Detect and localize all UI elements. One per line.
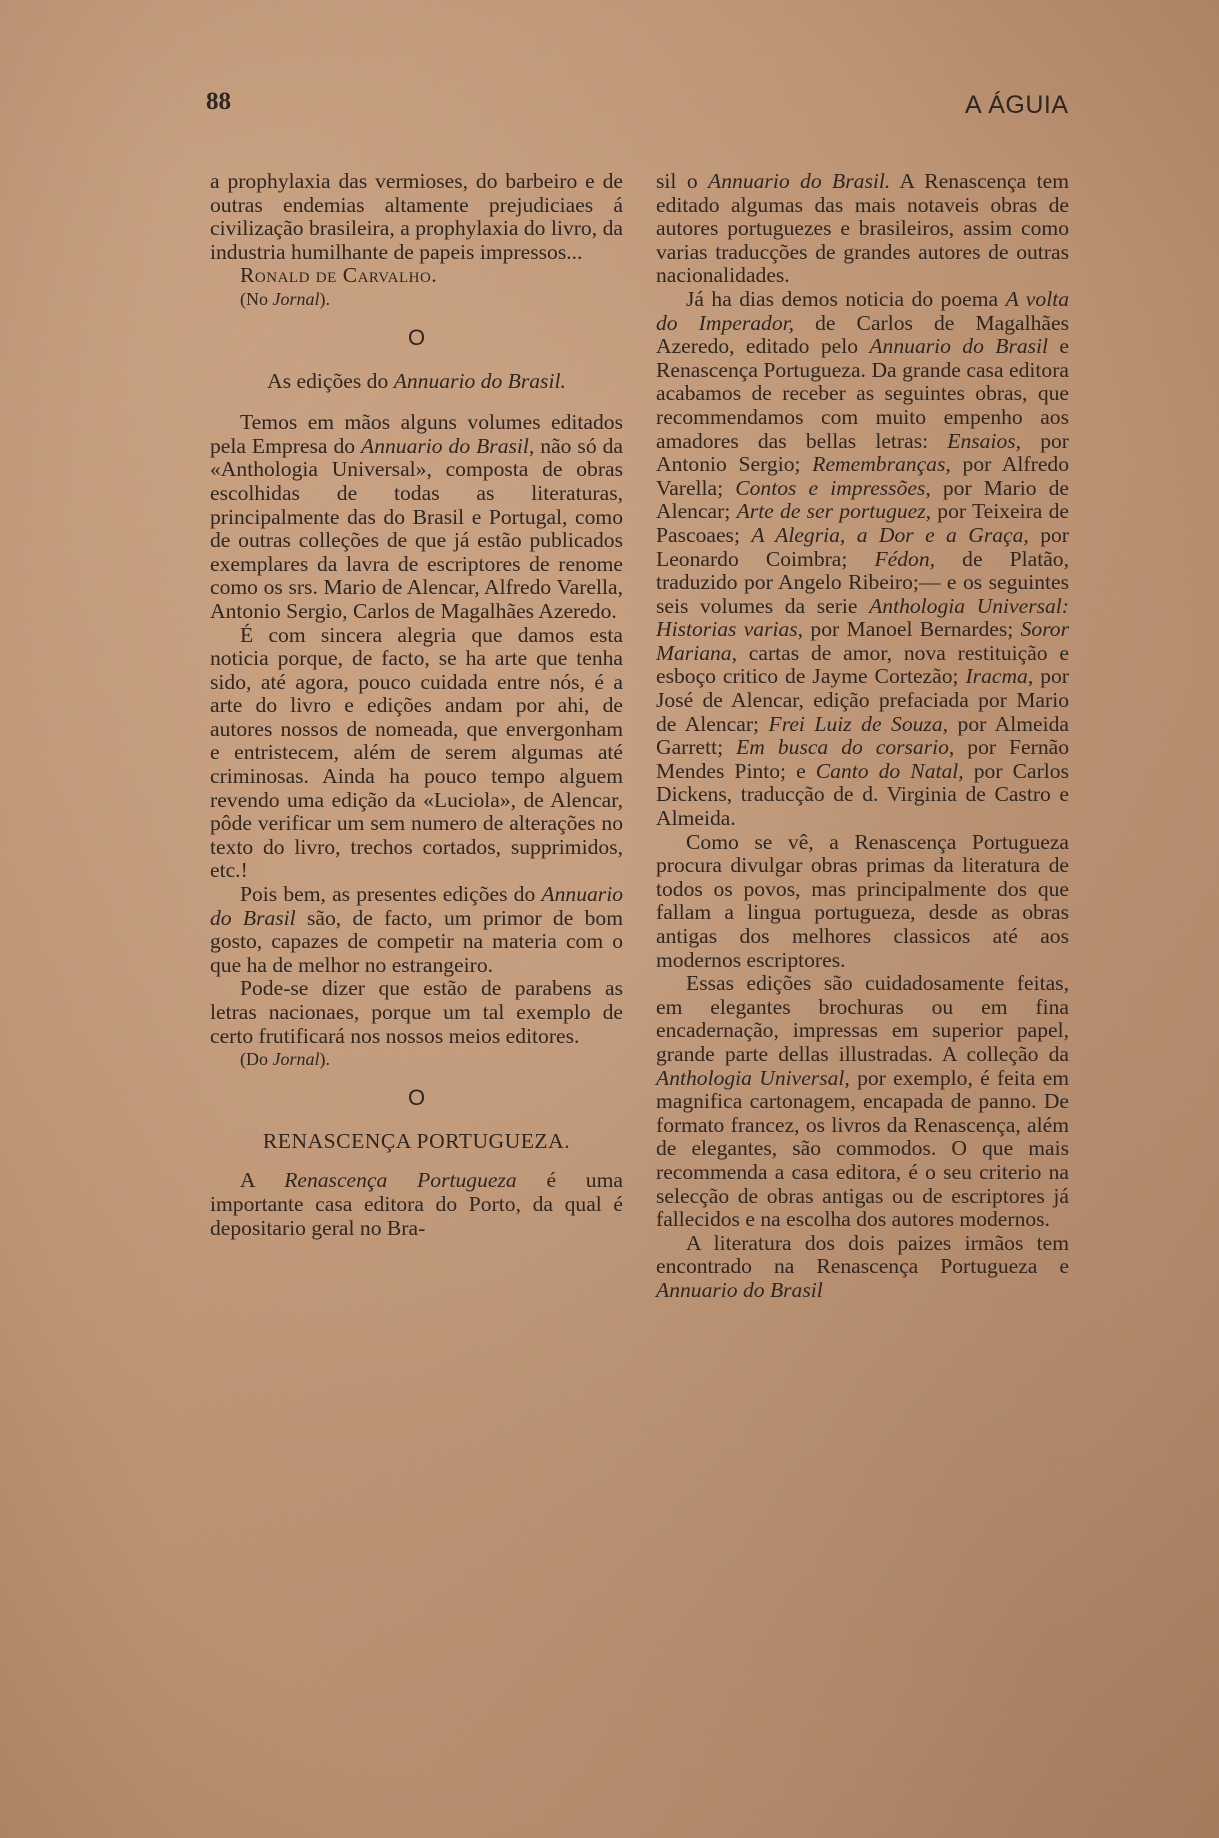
right-column bbox=[656, 170, 1069, 1303]
paragraph: a prophylaxia das vermioses, do barbeiro e de outras endemias altamente prejudiciaes á civilização brasileira, a prophylaxia do livro, da industria humilhante de papeis impressos... bbox=[210, 169, 623, 264]
source-note: (No Jornal). bbox=[240, 288, 330, 309]
left-column bbox=[210, 170, 623, 1240]
paragraph: Como se vê, a Renascença Portugueza procura divulgar obras primas da literatura de todos os povos, mas principalmente dos que fallam a lingua portugueza, desde as obras antigas dos melhores classicos até aos modernos escriptores. bbox=[656, 829, 1069, 972]
paragraph: Temos em mãos alguns volumes editados pela Empresa do Annuario do Brasil, não só da «Anthologia Universal», composta de obras escolhidas de todas as literaturas, principalmente das do Brasil e Portugal, como de outras colleções de que já estão publicados exemplares da lavra de escriptores de renome como os srs. Mario de Alencar, Alfredo Varella, Antonio Sergio, Carlos de Magalhães Azeredo. bbox=[210, 410, 623, 623]
paragraph: Pois bem, as presentes edições do Annuario do Brasil são, de facto, um primor de bom gosto, capazes de competir na materia com o que ha de melhor no estrangeiro. bbox=[210, 882, 623, 977]
source-note: (Do Jornal). bbox=[240, 1049, 330, 1070]
paragraph: A literatura dos dois paizes irmãos tem encontrado na Renascença Portugueza e Annuario do Brasil bbox=[656, 1230, 1069, 1302]
paragraph: Essas edições são cuidadosamente feitas, em elegantes brochuras ou em fina encadernação, impressas em superior papel, grande parte dellas illustradas. A colleção da Anthologia Universal, por exemplo, é feita em magnifica cartonagem, encapada de panno. De formato francez, os livros da Renascença, além de elegantes, são commodos. O que mais recommenda a casa editora, é o seu criterio na selecção de obras antigas ou de escriptores já fallecidos e na escolha dos autores modernos. bbox=[656, 971, 1069, 1232]
paragraph: Pode-se dizer que estão de parabens as letras nacionaes, porque um tal exemplo de certo frutificará nos nossos meios editores. bbox=[210, 976, 623, 1048]
running-title: A ÁGUIA bbox=[965, 91, 1069, 119]
article-heading: As edições do Annuario do Brasil. bbox=[267, 369, 566, 394]
section-separator: O bbox=[407, 324, 426, 350]
author-signature: Ronald de Carvalho. bbox=[240, 263, 438, 288]
section-separator: O bbox=[407, 1084, 426, 1110]
paragraph: sil o Annuario do Brasil. A Renascença tem editado algumas das mais notaveis obras de autores portuguezes e brasileiros, assim como varias traducções de grandes autores de outras nacionalidades. bbox=[656, 169, 1069, 288]
page-number: 88 bbox=[206, 88, 231, 115]
article-heading: RENASCENÇA PORTUGUEZA. bbox=[262, 1129, 571, 1154]
paragraph: É com sincera alegria que damos esta noticia porque, de facto, se ha arte que tenha sido, até agora, pouco cuidada entre nós, é a arte do livro e edições andam por ahi, de autores nossos de nomeada, que envergonham e entristecem, além de serem algumas até criminosas. Ainda ha pouco tempo alguem revendo uma edição da «Luciola», de Alencar, pôde verificar um sem numero de alterações no texto do livro, trechos cortados, supprimidos, etc.! bbox=[210, 622, 623, 883]
paragraph: Já ha dias demos noticia do poema A volta do Imperador, de Carlos de Magalhães Azeredo, editado pelo Annuario do Brasil e Renascença Portugueza. Da grande casa editora acabamos de receber as seguintes obras, que recommendamos com muito empenho aos amadores das bellas letras: Ensaios, por Antonio Sergio; Remembranças, por Alfredo Varella; Contos e impressões, por Mario de Alencar; Arte de ser portuguez, por Teixeira de Pascoaes; A Alegria, a Dor e a Graça, por Leonardo Coimbra; Fédon, de Platão, traduzido por Angelo Ribeiro;— e os seguintes seis volumes da serie Anthologia Universal: Historias varias, por Manoel Bernardes; Soror Mariana, cartas de amor, nova restituição e esboço critico de Jayme Cortezão; Iracma, por José de Alencar, edição prefaciada por Mario de Alencar; Frei Luiz de Souza, por Almeida Garrett; Em busca do corsario, por Fernão Mendes Pinto; e Canto do Natal, por Carlos Dickens, traducção de d. Virginia de Castro e Almeida. bbox=[656, 286, 1070, 831]
paragraph: A Renascença Portugueza é uma importante casa editora do Porto, da qual é depositario geral no Bra- bbox=[210, 1168, 623, 1240]
